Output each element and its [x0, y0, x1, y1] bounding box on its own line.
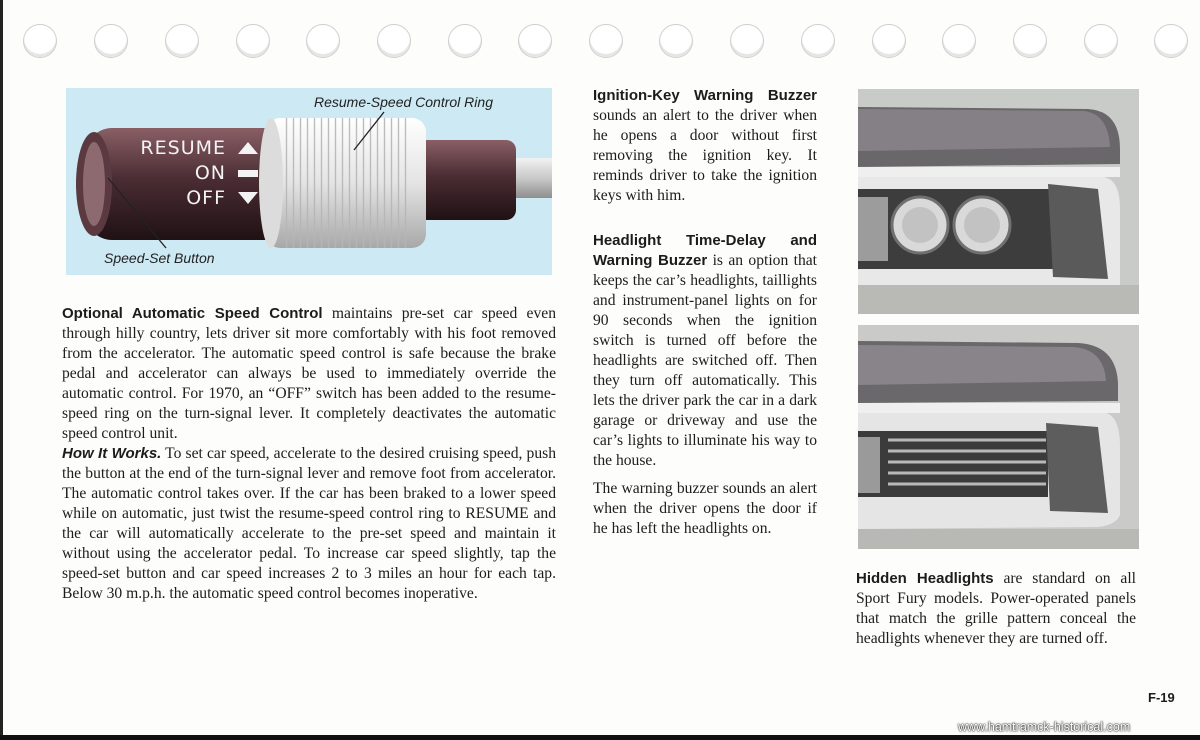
warning-buzzer-paragraph: The warning buzzer sounds an alert when the driver opens the door if he has left the headlights on. [593, 480, 817, 537]
binder-hole [589, 24, 623, 58]
page-bottom-edge [0, 735, 1200, 740]
speed-control-illustration [66, 88, 552, 275]
watermark-text: www.hamtramck-historical.com [958, 720, 1131, 734]
lever-markings [136, 136, 226, 211]
binder-hole [1013, 24, 1047, 58]
binder-hole [94, 24, 128, 58]
ignition-buzzer-paragraph [593, 86, 817, 206]
binder-hole [801, 24, 835, 58]
speed-control-heading: Optional Automatic Speed Control [62, 305, 323, 322]
binder-hole [1154, 24, 1188, 58]
headlights-hidden-photo [858, 325, 1139, 549]
how-it-works-paragraph [62, 444, 556, 604]
speed-control-body: maintains pre-set car speed even through hilly country, lets driver sit more comfortably with his foot removed from the accelerator. The automatic speed control is safe because the brake pedal and accelerator can always be used to immediately override the automatic control. For 1970, an “OFF” switch has been added to the resume-speed ring on the turn-signal lever. It completely deactivates the automatic speed control unit. [62, 305, 556, 442]
binder-hole [165, 24, 199, 58]
ignition-buzzer-body: sounds an alert to the driver when he opens a door without first removing the ignition key. It reminds driver to take the ignition keys with him. [593, 107, 817, 204]
ring-label: Resume-Speed Control Ring [314, 94, 493, 110]
buzzer-column [593, 86, 817, 539]
hidden-headlights-heading: Hidden Headlights [856, 570, 994, 587]
lever-on-text: ON [194, 162, 226, 184]
binder-hole [236, 24, 270, 58]
binder-hole [659, 24, 693, 58]
speed-control-column [62, 304, 556, 604]
binder-hole [306, 24, 340, 58]
binder-hole [1084, 24, 1118, 58]
hidden-headlights-paragraph [856, 569, 1136, 649]
how-it-works-body: To set car speed, accelerate to the desired cruising speed, push the button at the end of the turn-signal lever and remove foot from accelerator. The automatic control takes over. If the car has been braked to a lower speed while on automatic, just twist the resume-speed control ring to RESUME and the car will automatically accelerate to the pre-set speed and maintain it without using the accelerator pedal. To increase car speed slightly, tap the speed-set button and car speed increases 2 to 3 miles an hour for each tap. Below 30 m.p.h. the automatic speed control becomes inoperative. [62, 445, 556, 602]
headlight-delay-heading: Headlight Time-Delay and Warning Buzzer [593, 232, 817, 269]
page-left-edge [0, 0, 3, 740]
binder-hole [23, 24, 57, 58]
ignition-buzzer-heading: Ignition-Key Warning Buzzer [593, 87, 817, 104]
page-number: F-19 [1148, 690, 1175, 705]
headlight-delay-body: is an option that keeps the car’s headlights, taillights and instrument-panel lights on for 90 seconds when the ignition switch is turned off before the headlights are switched off. Then they turn off automatically. This lets the driver park the car in a dark garage or driveway and use the car’s lights to illuminate his way to the house. [593, 252, 817, 469]
headlight-delay-paragraph [593, 231, 817, 471]
binder-holes [0, 0, 1200, 70]
lever-off-text: OFF [186, 187, 226, 209]
binder-hole [872, 24, 906, 58]
binder-hole [942, 24, 976, 58]
binder-hole [377, 24, 411, 58]
headlights-hidden-image [858, 325, 1139, 549]
binder-hole [730, 24, 764, 58]
headlights-open-photo [858, 89, 1139, 314]
speed-control-paragraph [62, 304, 556, 444]
how-it-works-heading: How It Works. [62, 445, 162, 462]
binder-hole [518, 24, 552, 58]
button-label: Speed-Set Button [104, 250, 215, 266]
lever-resume-text: RESUME [140, 137, 226, 159]
headlights-open-image [858, 89, 1139, 314]
binder-hole [448, 24, 482, 58]
hidden-headlights-column [856, 569, 1136, 649]
hidden-headlights-body: are standard on all Sport Fury models. Power-operated panels that match the grille pattern conceal the headlights whenever they are turned off. [856, 570, 1136, 647]
